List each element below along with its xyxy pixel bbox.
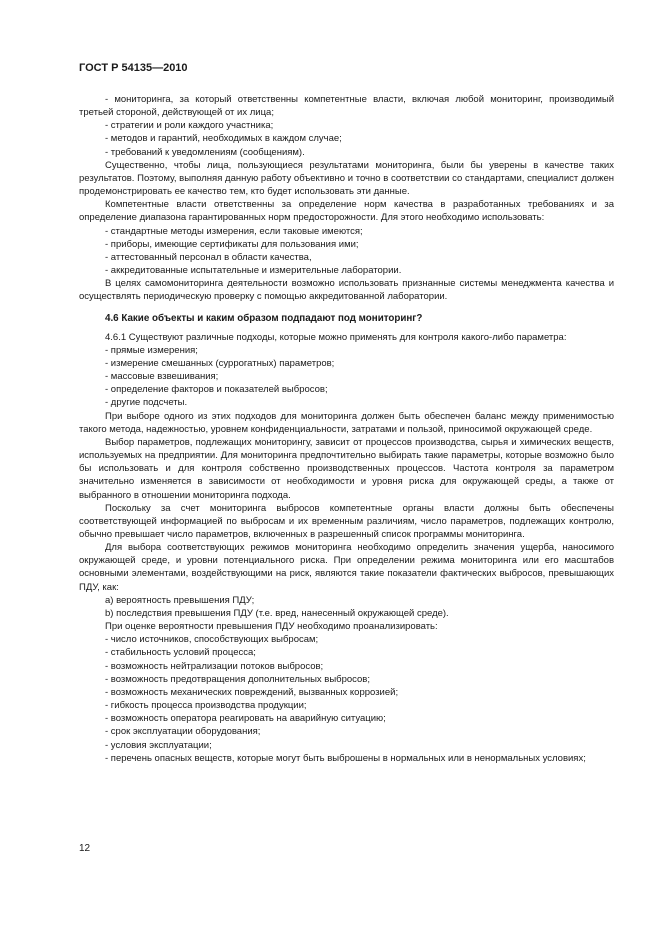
list-item: - возможность оператора реагировать на аварийную ситуацию; — [105, 713, 386, 725]
list-item: - срок эксплуатации оборудования; — [105, 726, 261, 738]
list-item: - возможность нейтрализации потоков выбросов; — [105, 660, 324, 672]
paragraph: Существенно, чтобы лица, пользующиеся результатами мониторинга, были бы уверены в качестве таких результатов. Поэтому, выполняя данную работу объективно и точно в соответствии со стандартами, специалист должен продемонстрировать ее качество тем, кто будет использовать эти данные. — [79, 159, 614, 198]
list-item: - стратегии и роли каждого участника; — [105, 120, 274, 132]
list-item: - возможность механических повреждений, вызванных коррозией; — [105, 686, 399, 698]
list-item: - аккредитованные испытательные и измерительные лаборатории. — [105, 265, 402, 277]
list-item: - массовые взвешивания; — [105, 371, 219, 383]
paragraph: a) вероятность превышения ПДУ; — [105, 594, 255, 606]
paragraph: При выборе одного из этих подходов для мониторинга должен быть обеспечен баланс между применимостью такого метода, надежностью, уровнем конфиденциальности, затратами и пользой, приносимой окружающей среде. — [79, 410, 614, 435]
list-item: - определение факторов и показателей выбросов; — [105, 384, 328, 396]
list-item: - возможность предотвращения дополнительных выбросов; — [105, 673, 370, 685]
list-item: - аттестованный персонал в области качества, — [105, 251, 312, 263]
list-item: - методов и гарантий, необходимых в каждом случае; — [105, 133, 342, 145]
paragraph: Для выбора соответствующих режимов мониторинга необходимо определить значения ущерба, наносимого окружающей среде, и уровни потенциального риска. При определении режима мониторинга или его масштабов основными элементами, воздействующими на риск, являются такие показатели фактических выбросов, превышающих ПДУ, как: — [79, 542, 614, 593]
paragraph: В целях самомониторинга деятельности возможно использовать признанные системы менеджмента качества и осуществлять периодическую проверку с помощью аккредитованной лаборатории. — [79, 278, 614, 303]
list-item: - требований к уведомлениям (сообщениям). — [105, 146, 305, 158]
document-header: ГОСТ Р 54135—2010 — [79, 62, 188, 74]
paragraph: Поскольку за счет мониторинга выбросов компетентные органы власти должны быть обеспечены соответствующей информацией по выбросам и их временным различиям, число параметров, подлежащих контролю, обычно превышает число параметров, включенных в разрешенный список программы мониторинга. — [79, 502, 614, 540]
paragraph: При оценке вероятности превышения ПДУ необходимо проанализировать: — [105, 621, 438, 633]
list-item: - число источников, способствующих выбросам; — [105, 634, 319, 646]
page-number: 12 — [79, 843, 91, 854]
paragraph: Компетентные власти ответственны за определение норм качества в разработанных требованиях и за определение диапазона гарантированных норм предосторожности. Для этого необходимо использовать: — [79, 199, 614, 224]
list-item: - условия эксплуатации; — [105, 739, 212, 751]
list-item: - стабильность условий процесса; — [105, 647, 256, 659]
list-item: - прямые измерения; — [105, 344, 198, 356]
section-heading: 4.6 Какие объекты и каким образом подпадают под мониторинг? — [105, 312, 423, 324]
list-item: - стандартные методы измерения, если таковые имеются; — [105, 225, 363, 237]
list-item: - измерение смешанных (суррогатных) параметров; — [105, 357, 335, 369]
paragraph: b) последствия превышения ПДУ (т.е. вред, нанесенный окружающей среде). — [105, 607, 449, 619]
document-body — [79, 93, 614, 765]
paragraph: 4.6.1 Существуют различные подходы, которые можно применять для контроля какого-либо параметра: — [105, 331, 567, 343]
list-item: - другие подсчеты. — [105, 397, 188, 409]
list-item: - перечень опасных веществ, которые могут быть выброшены в нормальных или в ненормальных условиях; — [105, 752, 586, 764]
list-item: - гибкость процесса производства продукции; — [105, 700, 307, 712]
list-item: - мониторинга, за который ответственны компетентные власти, включая любой мониторинг, производимый третьей стороной, действующей от их лица; — [79, 94, 614, 119]
paragraph: Выбор параметров, подлежащих мониторингу, зависит от процессов производства, сырья и химических веществ, используемых на предприятии. Для мониторинга предпочтительно выбирать такие параметры, которые возможно было бы использовать и для контроля собственно производственных процессов. Частота контроля за параметром значительно изменяется в зависимости от необходимости и уровня риска для окружающей среды, а также от выбранного в отношении мониторинга подхода. — [79, 436, 614, 501]
list-item: - приборы, имеющие сертификаты для пользования ими; — [105, 238, 359, 250]
